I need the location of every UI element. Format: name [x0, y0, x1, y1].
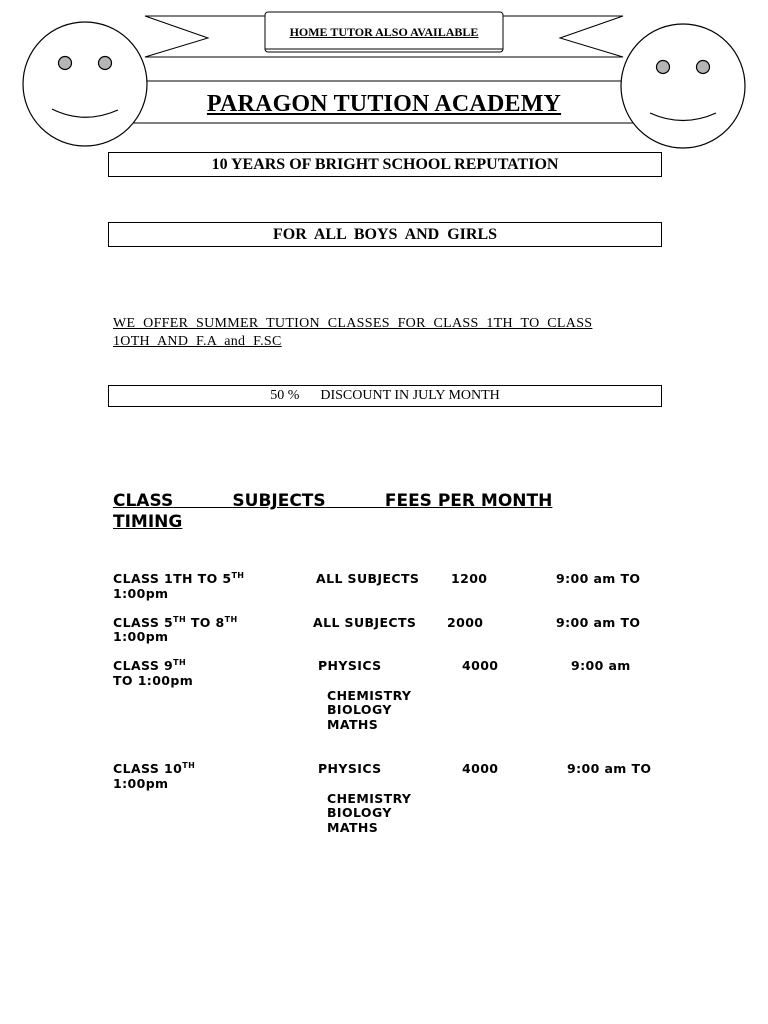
table-row-fee: 2000 [447, 615, 484, 630]
table-row-time-cont: 1:00pm [113, 776, 169, 791]
left-smiley-icon [23, 22, 147, 146]
table-row-class: CLASS 1TH TO 5TH [113, 571, 245, 586]
extra-subject: BIOLOGY [327, 702, 392, 717]
header-class: CLASS [113, 491, 174, 511]
table-row-fee: 1200 [451, 571, 488, 586]
header-subjects: SUBJECTS [232, 491, 326, 511]
discount-percent: 50 % [270, 388, 300, 403]
table-row-time-cont: 1:00pm [113, 629, 169, 644]
offer-line-2: 1OTH AND F.A and F.SC [113, 334, 282, 349]
home-tutor-tagline: HOME TUTOR ALSO AVAILABLE [289, 24, 479, 39]
table-row-subject: PHYSICS [318, 658, 382, 673]
right-smiley-icon [621, 24, 745, 148]
table-row-fee: 4000 [462, 658, 499, 673]
table-row-time: 9:00 am [571, 658, 631, 673]
offer-line-1: WE OFFER SUMMER TUTION CLASSES FOR CLASS 1TH TO CLASS [113, 316, 593, 331]
table-header [113, 491, 673, 533]
academy-title: PARAGON TUTION ACADEMY [206, 91, 562, 117]
table-row-time: 9:00 am TO [567, 761, 652, 776]
header-timing: TIMING [113, 512, 183, 532]
table-row-subject: PHYSICS [318, 761, 382, 776]
extra-subject: MATHS [327, 820, 379, 835]
table-row-time-cont: TO 1:00pm [113, 673, 194, 688]
extra-subject: CHEMISTRY [327, 791, 412, 806]
table-row-time: 9:00 am TO [556, 615, 641, 630]
table-row-time: 9:00 am TO [556, 571, 641, 586]
table-row-subject: ALL SUBJECTS [316, 571, 420, 586]
extra-subject: MATHS [327, 717, 379, 732]
extra-subject: BIOLOGY [327, 805, 392, 820]
reputation-box: 10 YEARS OF BRIGHT SCHOOL REPUTATION [108, 152, 662, 177]
table-row-subject: ALL SUBJECTS [313, 615, 417, 630]
discount-text: DISCOUNT IN JULY MONTH [320, 388, 500, 403]
table-row-class: CLASS 5TH TO 8TH [113, 615, 238, 630]
table-row-time-cont: 1:00pm [113, 586, 169, 601]
discount-box [108, 385, 662, 407]
extra-subject: CHEMISTRY [327, 688, 412, 703]
header-fees: FEES PER MONTH [384, 491, 553, 511]
table-row-fee: 4000 [462, 761, 499, 776]
table-row-class: CLASS 10TH [113, 761, 196, 776]
table-row-class: CLASS 9TH [113, 658, 187, 673]
offer-text [113, 315, 643, 351]
audience-box: FOR ALL BOYS AND GIRLS [108, 222, 662, 247]
